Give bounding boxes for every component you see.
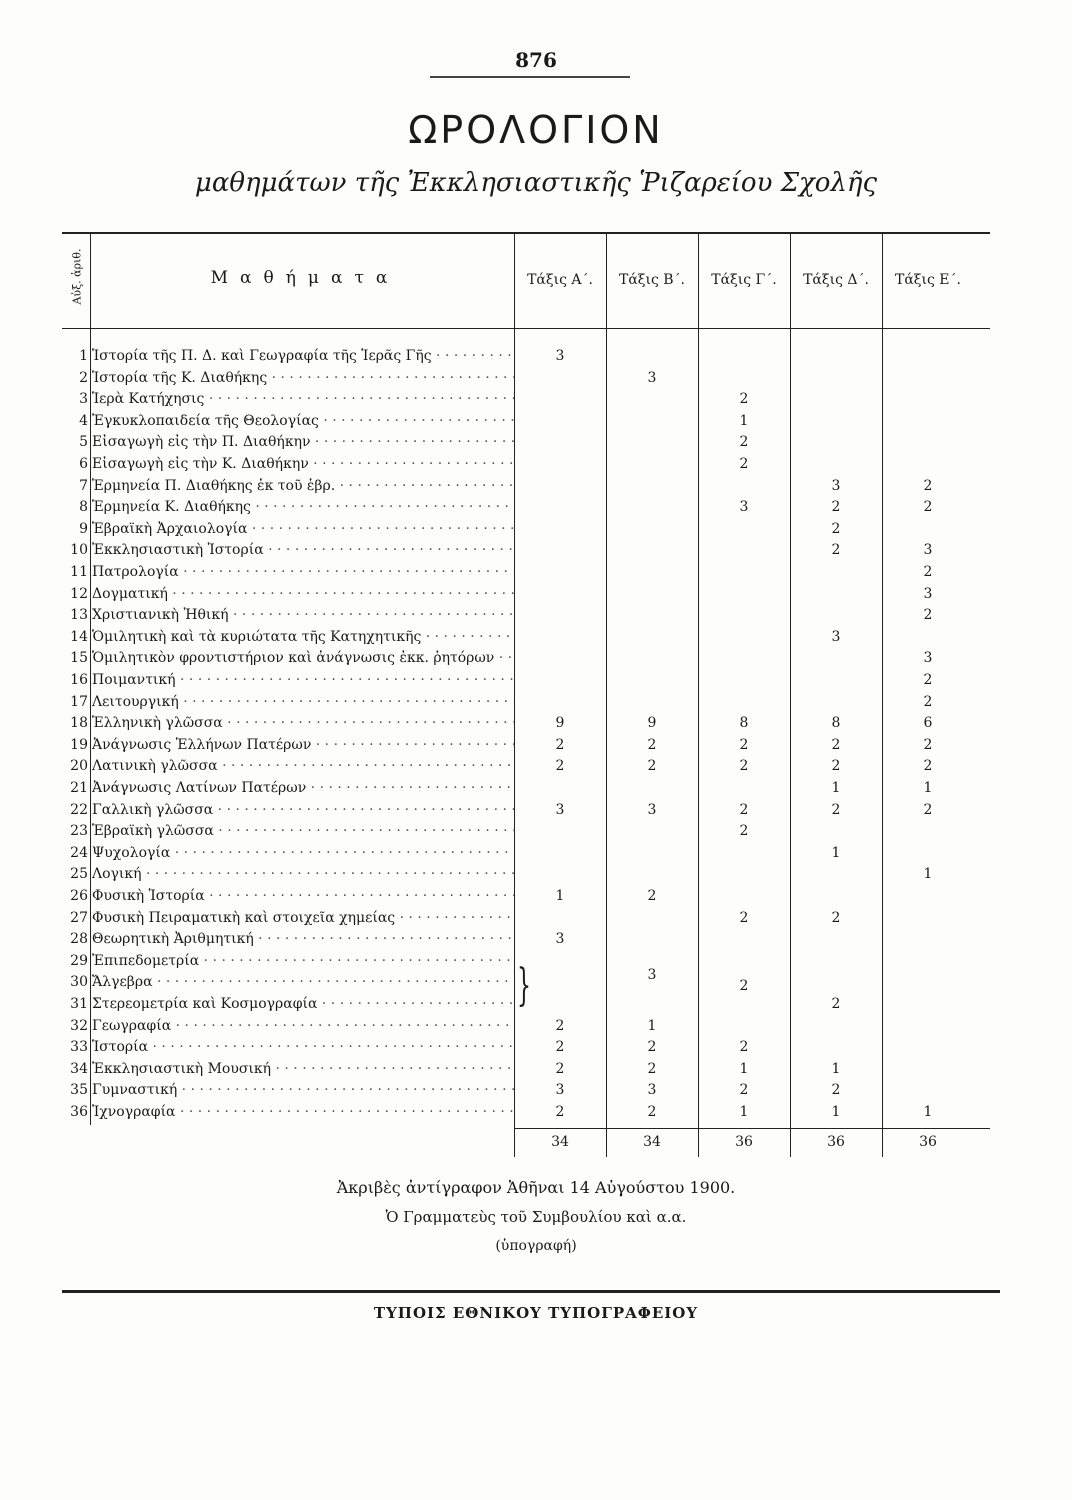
table-row: [62, 1059, 990, 1079]
hours-cell: 2: [831, 736, 841, 753]
hours-cell: 2: [831, 996, 841, 1012]
table-row: [62, 1102, 990, 1122]
total-class-e: 36: [919, 1134, 937, 1150]
subject-name: Ὁμιλητικὴ καὶ τὰ κυριώτατα τῆς Κατηχητικῆς · · ·: [92, 627, 514, 647]
hours-cell: 3: [555, 931, 565, 948]
header-number: [62, 238, 90, 324]
header-bottom-rule: [62, 328, 990, 329]
table-row: [62, 454, 990, 474]
subject-name: Ἀνάγνωσις Λατίνων Πατέρων · · ·: [92, 778, 514, 798]
subject-name: Ποιμαντική · · ·: [92, 670, 514, 690]
hours-cell: 2: [923, 607, 933, 624]
subject-name: Ἑλληνικὴ γλῶσσα · · ·: [92, 713, 514, 733]
merged-cell-algebra-b: 3: [647, 967, 657, 983]
subject-name: Ὁμιλητικὸν φροντιστήριον καὶ ἀνάγνωσις ἐκκ. ῥητόρων · · ·: [92, 648, 514, 668]
total-class-a: 34: [551, 1134, 569, 1150]
row-number: 26: [70, 888, 88, 904]
hours-cell: 2: [647, 1060, 657, 1077]
secretary-line: Ὁ Γραμματεὺς τοῦ Συμβουλίου καὶ α.α.: [385, 1208, 687, 1226]
subject-name: Γαλλικὴ γλῶσσα · · ·: [92, 800, 514, 820]
signature-line: (ὑπογραφή): [495, 1238, 577, 1254]
table-row: [62, 562, 990, 582]
table-row: [62, 432, 990, 452]
table-row: [62, 1037, 990, 1057]
subject-name: Χριστιανικὴ Ἠθική · · ·: [92, 605, 514, 625]
subject-name: Ἰχνογραφία · · ·: [92, 1102, 514, 1122]
table-row: [62, 821, 990, 841]
hours-cell: 2: [555, 758, 565, 775]
table-row: [62, 519, 990, 539]
hours-cell: 2: [923, 736, 933, 753]
hours-cell: 2: [555, 1039, 565, 1056]
subject-name: Ψυχολογία · · ·: [92, 843, 514, 863]
subject-name: Ἄλγεβρα · · ·: [92, 972, 514, 992]
row-number: 8: [79, 499, 88, 516]
page-number: 876: [515, 48, 557, 72]
table-row: [62, 497, 990, 517]
hours-cell: 2: [647, 758, 657, 775]
row-number: 9: [79, 520, 88, 537]
subject-name: Λειτουργική · · ·: [92, 692, 514, 712]
hours-cell: 2: [647, 736, 657, 753]
hours-cell: 2: [739, 823, 749, 840]
row-number: 17: [70, 693, 88, 710]
total-class-c: 36: [735, 1134, 753, 1150]
hours-cell: 1: [831, 1104, 841, 1120]
row-number: 1: [79, 348, 88, 364]
page-subtitle: μαθημάτων τῆς Ἐκκλησιαστικῆς Ῥιζαρείου Σχολῆς: [194, 168, 878, 198]
subject-name: Ἐκκλησιαστικὴ Ἱστορία · · ·: [92, 540, 514, 560]
certification-note: Ἀκριβὲς ἀντίγραφον Ἀθῆναι 14 Αὐγούστου 1900.: [336, 1178, 736, 1197]
hours-cell: 2: [555, 1104, 565, 1120]
table-row: [62, 584, 990, 604]
hours-cell: 2: [831, 758, 841, 775]
hours-cell: 3: [555, 348, 565, 364]
table-row: [62, 346, 990, 366]
subject-name: Ἱστορία · · ·: [92, 1037, 514, 1057]
brace-29-30: }: [517, 960, 531, 1011]
header-class-e: Τάξις Ε΄.: [895, 272, 961, 288]
row-number: 6: [79, 456, 88, 472]
total-class-d: 36: [827, 1134, 845, 1150]
row-number: 23: [70, 823, 88, 840]
table-row: [62, 670, 990, 690]
table-row: [62, 692, 990, 712]
hours-cell: 3: [923, 650, 933, 667]
hours-cell: 2: [739, 1039, 749, 1056]
hours-cell: 1: [555, 888, 565, 904]
hours-cell: 2: [647, 888, 657, 904]
hours-cell: 2: [739, 456, 749, 472]
hours-cell: 2: [923, 499, 933, 516]
subject-name: Γυμναστική · · ·: [92, 1080, 514, 1100]
row-number: 15: [70, 650, 88, 667]
hours-cell: 1: [647, 1017, 657, 1034]
hours-cell: 2: [831, 909, 841, 926]
hours-cell: 2: [923, 477, 933, 494]
row-number: 29: [70, 952, 88, 969]
row-number: 19: [70, 736, 88, 753]
table-row: [62, 605, 990, 625]
hours-cell: 1: [739, 1104, 749, 1120]
hours-cell: 8: [739, 715, 749, 732]
subject-name: Θεωρητικὴ Ἀριθμητική · · ·: [92, 929, 514, 949]
hours-cell: 3: [647, 801, 657, 818]
subject-name: Ἑβραϊκὴ Ἀρχαιολογία · · ·: [92, 519, 514, 539]
hours-cell: 6: [923, 715, 933, 732]
table-row: [62, 1016, 990, 1036]
table-row: [62, 648, 990, 668]
row-number: 32: [70, 1017, 88, 1034]
table-row: [62, 476, 990, 496]
row-number: 12: [70, 585, 88, 602]
table-row: [62, 411, 990, 431]
table-row: [62, 368, 990, 388]
printer-imprint: ΤΥΠΟΙΣ ΕΘΝΙΚΟΥ ΤΥΠΟΓΡΑΦΕΙΟΥ: [373, 1304, 699, 1322]
total-class-b: 34: [643, 1134, 661, 1150]
hours-cell: 2: [739, 1082, 749, 1099]
subject-name: Ἑρμηνεία Π. Διαθήκης ἐκ τοῦ ἑβρ. · · ·: [92, 476, 514, 496]
hours-cell: 2: [555, 1017, 565, 1034]
hours-cell: 2: [739, 909, 749, 926]
row-number: 28: [70, 931, 88, 948]
hours-cell: 2: [831, 520, 841, 537]
row-number: 18: [70, 715, 88, 732]
hours-cell: 2: [923, 758, 933, 775]
table-row: [62, 886, 990, 906]
header-subject: Μαθήματα: [210, 268, 400, 288]
row-number: 35: [70, 1082, 88, 1099]
hours-cell: 2: [831, 1082, 841, 1099]
subject-name: Γεωγραφία · · ·: [92, 1016, 514, 1036]
row-number: 7: [79, 477, 88, 494]
hours-cell: 2: [647, 1104, 657, 1120]
totals-rule: [514, 1128, 990, 1129]
subject-name: Εἰσαγωγὴ εἰς τὴν Π. Διαθήκην · · ·: [92, 432, 514, 452]
hours-cell: 2: [831, 542, 841, 559]
footer-rule: [62, 1290, 1000, 1293]
hours-cell: 2: [555, 1060, 565, 1077]
row-number: 31: [70, 996, 88, 1012]
header-class-b: Τάξις Β΄.: [618, 272, 686, 288]
subject-name: Ἐγκυκλοπαιδεία τῆς Θεολογίας · · ·: [92, 411, 514, 431]
row-number: 25: [70, 866, 88, 883]
hours-cell: 3: [555, 801, 565, 818]
subject-name: Φυσικὴ Ἱστορία · · ·: [92, 886, 514, 906]
hours-cell: 3: [555, 1082, 565, 1099]
hours-cell: 3: [831, 628, 841, 645]
row-number: 10: [70, 542, 88, 559]
table-row: [62, 540, 990, 560]
row-number: 16: [70, 672, 88, 688]
subject-name: Ἀνάγνωσις Ἑλλήνων Πατέρων · · ·: [92, 735, 514, 755]
header-class-d: Τάξις Δ΄.: [803, 272, 869, 288]
hours-cell: 1: [831, 780, 841, 796]
hours-cell: 1: [831, 1060, 841, 1077]
hours-cell: 3: [831, 477, 841, 494]
hours-cell: 2: [831, 801, 841, 818]
subject-name: Φυσικὴ Πειραματικὴ καὶ στοιχεῖα χημείας · · ·: [92, 908, 514, 928]
subject-name: Ἐπιπεδομετρία · · ·: [92, 951, 514, 971]
row-number: 4: [79, 412, 88, 429]
subject-name: Πατρολογία · · ·: [92, 562, 514, 582]
table-row: [62, 778, 990, 798]
row-number: 27: [70, 909, 88, 926]
subject-name: Ἐκκλησιαστικὴ Μουσική · · ·: [92, 1059, 514, 1079]
hours-cell: 1: [739, 412, 749, 429]
hours-cell: 2: [739, 801, 749, 818]
row-number: 34: [70, 1060, 88, 1077]
table-row: [62, 908, 990, 928]
hours-cell: 3: [647, 369, 657, 386]
subject-name: Ἑρμηνεία Κ. Διαθήκης · · ·: [92, 497, 514, 517]
subject-name: Στερεομετρία καὶ Κοσμογραφία · · ·: [92, 994, 514, 1014]
subject-name: Ἱστορία τῆς Κ. Διαθήκης · · ·: [92, 368, 514, 388]
table-row: [62, 627, 990, 647]
subject-name: Λατινικὴ γλῶσσα · · ·: [92, 756, 514, 776]
hours-cell: 1: [923, 780, 933, 796]
row-number: 36: [70, 1104, 88, 1120]
table-top-rule: [62, 232, 990, 234]
row-number: 20: [70, 758, 88, 775]
hours-cell: 2: [739, 758, 749, 775]
hours-cell: 2: [923, 801, 933, 818]
subject-name: Ἱστορία τῆς Π. Δ. καὶ Γεωγραφία τῆς Ἱερᾶς Γῆς · · ·: [92, 346, 514, 366]
hours-cell: 3: [923, 585, 933, 602]
row-number: 30: [70, 974, 88, 991]
table-row: [62, 843, 990, 863]
table-row: [62, 735, 990, 755]
row-number: 21: [70, 780, 88, 796]
row-number: 3: [79, 391, 88, 408]
hours-cell: 2: [739, 736, 749, 753]
table-row: [62, 929, 990, 949]
subject-name: Ἱερὰ Κατήχησις · · ·: [92, 389, 514, 409]
row-number: 22: [70, 801, 88, 818]
subject-name: Λογική · · ·: [92, 864, 514, 884]
hours-cell: 1: [739, 1060, 749, 1077]
merged-cell-algebra-c: 2: [739, 978, 749, 994]
table-row: [62, 389, 990, 409]
row-number: 11: [70, 564, 88, 580]
hours-cell: 1: [923, 866, 933, 883]
schedule-table: [62, 232, 990, 1157]
row-number: 24: [70, 844, 88, 861]
hours-cell: 3: [647, 1082, 657, 1099]
hours-cell: 1: [923, 1104, 933, 1120]
table-row: [62, 756, 990, 776]
page-title: ΩΡΟΛΟΓΙΟΝ: [408, 108, 664, 152]
header-number-label: Αὐξ. ἀριθ.: [70, 248, 84, 305]
hours-cell: 9: [647, 715, 657, 732]
table-row: [62, 864, 990, 884]
hours-cell: 2: [739, 434, 749, 451]
hours-cell: 2: [739, 391, 749, 408]
row-number: 14: [70, 628, 88, 645]
subject-name: Δογματική · · ·: [92, 584, 514, 604]
header-rule: [430, 76, 630, 78]
row-number: 33: [70, 1039, 88, 1056]
hours-cell: 3: [923, 542, 933, 559]
hours-cell: 2: [831, 499, 841, 516]
hours-cell: 9: [555, 715, 565, 732]
hours-cell: 2: [923, 672, 933, 688]
hours-cell: 2: [923, 564, 933, 580]
subject-name: Εἰσαγωγὴ εἰς τὴν Κ. Διαθήκην · · ·: [92, 454, 514, 474]
hours-cell: 3: [739, 499, 749, 516]
header-class-a: Τάξις Α΄.: [527, 272, 593, 288]
header-class-c: Τάξις Γ΄.: [711, 272, 777, 288]
table-row: [62, 713, 990, 733]
row-number: 13: [70, 607, 88, 624]
subject-name: Ἑβραϊκὴ γλῶσσα · · ·: [92, 821, 514, 841]
row-number: 2: [79, 369, 88, 386]
table-row: [62, 800, 990, 820]
row-number: 5: [79, 434, 88, 451]
hours-cell: 2: [555, 736, 565, 753]
table-row: [62, 1080, 990, 1100]
hours-cell: 2: [923, 693, 933, 710]
hours-cell: 8: [831, 715, 841, 732]
hours-cell: 2: [647, 1039, 657, 1056]
hours-cell: 1: [831, 844, 841, 861]
